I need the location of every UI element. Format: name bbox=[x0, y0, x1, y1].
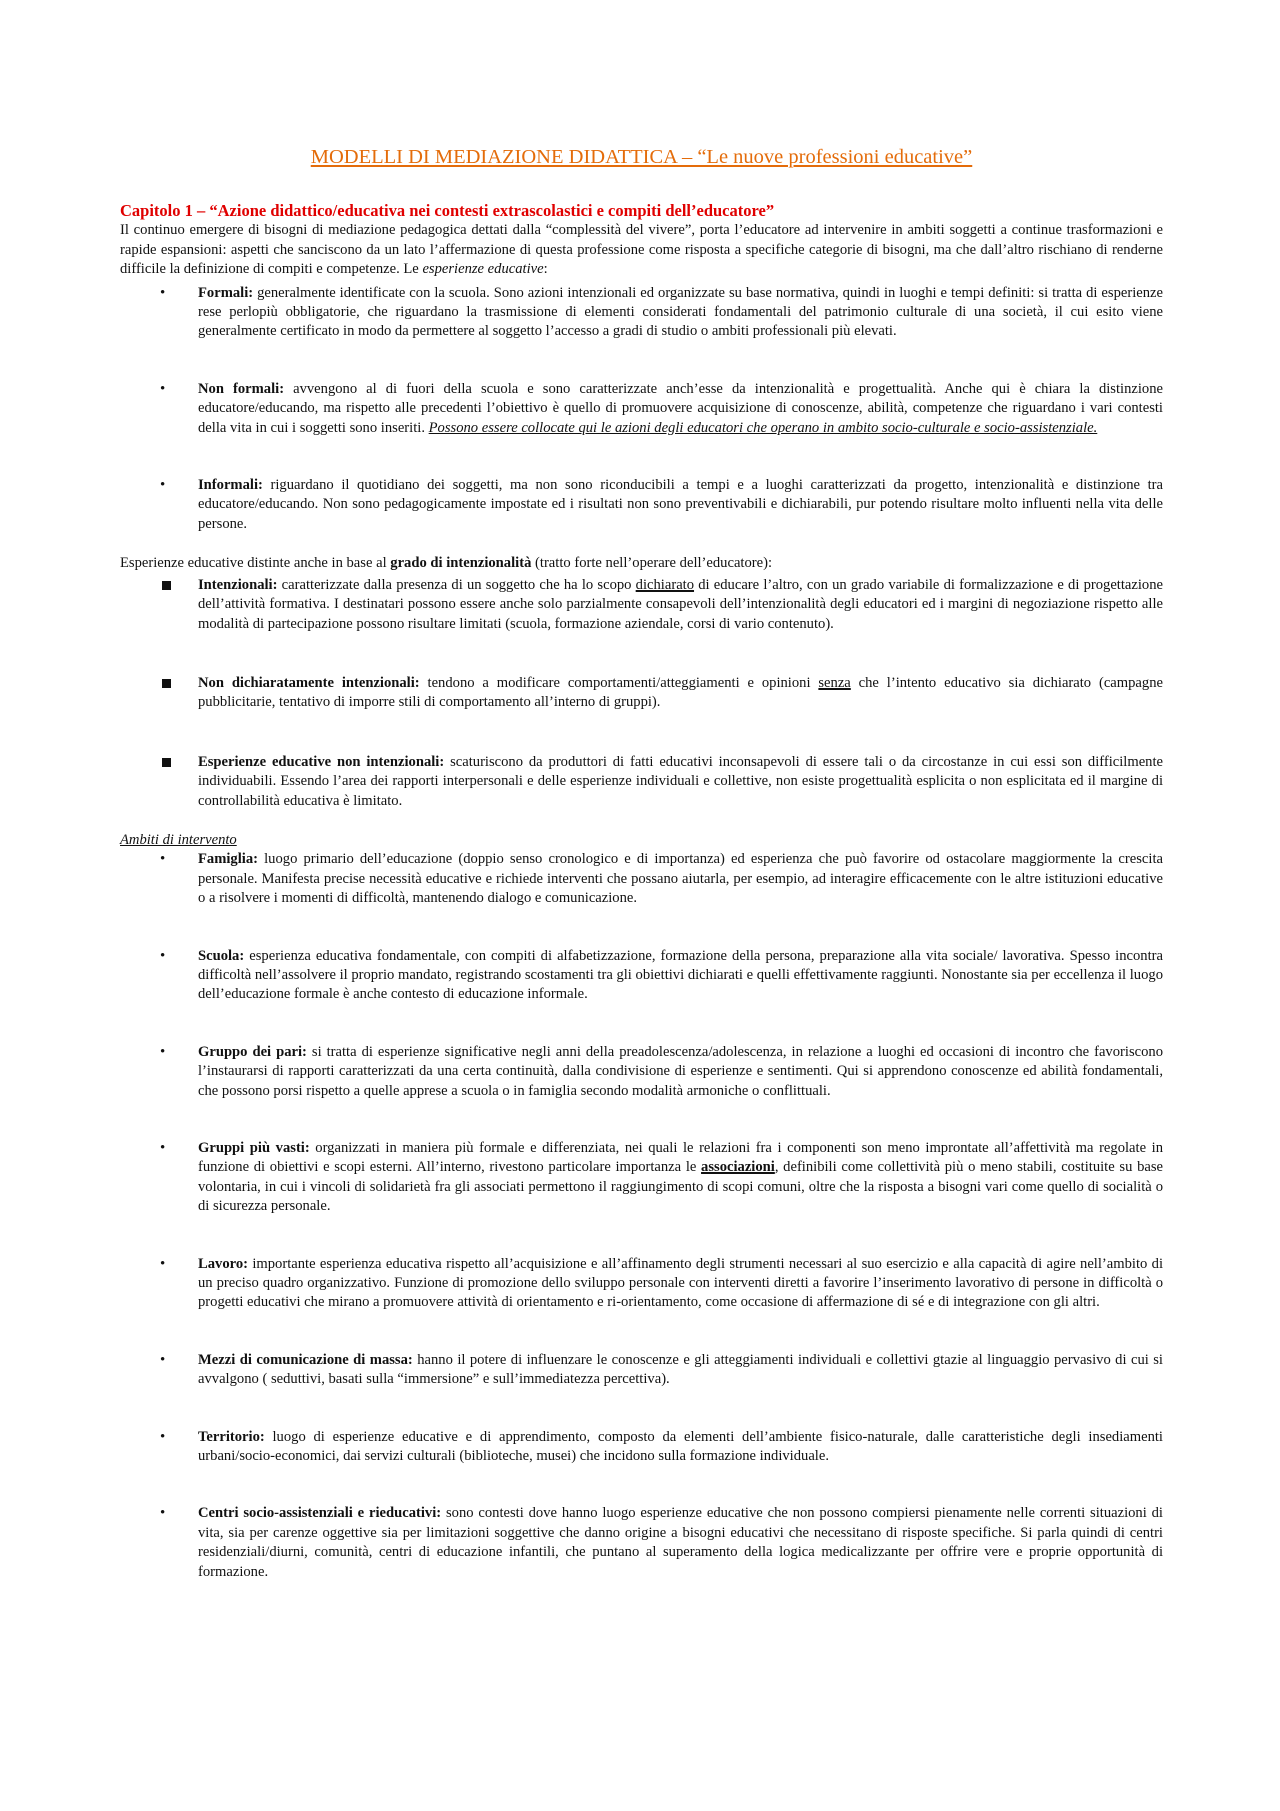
areas-heading: Ambiti di intervento bbox=[120, 831, 237, 848]
list-item bbox=[120, 1351, 1163, 1390]
spacer bbox=[120, 342, 1163, 380]
item-underline: dichiarato bbox=[635, 576, 695, 593]
item-text: importante esperienza educativa rispetto all’acquisizione e all’affinamento degli strumenti necessari al suo esercizio e alla capacità di agire nell’ambito di un preciso quadro organizzativo. Funzione di promozione dello sviluppo personale con interventi diretti a favorire l’inserimento lavorativo di persone in difficoltà o progetti educativi che mirano a promuovere attività di orientamento e ri-orientamento, come occasione di affermazione di sé e di integrazione con gli altri. bbox=[198, 1255, 1163, 1311]
list-item bbox=[120, 284, 1163, 342]
spacer bbox=[120, 1005, 1163, 1043]
item-text: scaturiscono da produttori di fatti educativi inconsapevoli di essere tali o da circostanze in cui essi son difficilmente individuabili. Essendo l’area dei rapporti interpersonali e delle esperienze individuali e collettive, non esiste progettualità esplicita o non esplicitata ed il margine di controllabilità educativa è limitato. bbox=[198, 753, 1164, 809]
intro-emphasis: esperienze educative bbox=[422, 261, 544, 278]
item-term: Gruppo dei pari: bbox=[198, 1043, 307, 1060]
item-text-end: di educare l’altro, con un grado variabile di formalizzazione e di progettazione dell’attività formativa. I destinatari possono essere anche solo parzialmente consapevoli dell’intenzionalità degli educatori ed i margini di negoziazione rispetto alle modalità di partecipazione possono risultare limitati (scuola, formazione aziendale, corsi di vario contenuto). bbox=[198, 576, 1163, 632]
list-item bbox=[120, 1255, 1163, 1313]
document-title: MODELLI DI MEDIAZIONE DIDATTICA – “Le nuove professioni educative” bbox=[310, 146, 973, 168]
spacer bbox=[120, 713, 1163, 753]
list-item bbox=[120, 576, 1163, 634]
spacer bbox=[120, 1313, 1163, 1351]
list-item bbox=[120, 850, 1163, 908]
item-term: Gruppi più vasti: bbox=[198, 1140, 310, 1156]
bullet-icon: • bbox=[160, 477, 166, 494]
item-text: organizzati in maniera più formale e differenziata, nei quali le relazioni fra i componenti son meno improntate all’affettività ma regolate in funzione di obiettivi e scopi esterni. All’interno, rivestono particolare importanza le bbox=[198, 1140, 1163, 1176]
list-item bbox=[120, 476, 1163, 534]
list-item bbox=[120, 947, 1163, 1005]
bullet-icon: • bbox=[160, 284, 166, 301]
bullet-icon: • bbox=[160, 851, 166, 868]
item-text: esperienza educativa fondamentale, con compiti di alfabetizzazione, formazione della persona, preparazione alla vita sociale/ lavorativa. Spesso incontra difficoltà nell’assolvere il proprio mandato, registrando scostamenti tra gli obiettivi dichiarati e quelli effettivamente raggiunti. Nonostante sia per eccellenza il luogo dell’educazione formale è anche contesto di educazione informale. bbox=[198, 947, 1163, 1003]
item-text: luogo di esperienze educative e di apprendimento, composto da elementi dell’ambiente fisico-naturale, dalle caratteristiche degli insediamenti urbani/socio-economici, dai servizi culturali (biblioteche, musei) che incidono sulla formazione individuale. bbox=[198, 1428, 1163, 1465]
item-text: hanno il potere di influenzare le conoscenze e gli atteggiamenti individuali e collettivi gtazie al linguaggio pervasivo di cui si avvalgono ( seduttivi, basati sulla “immersione” e sull’immediatezza percettiva). bbox=[198, 1351, 1163, 1388]
item-term: Mezzi di comunicazione di massa: bbox=[198, 1351, 413, 1368]
item-text: generalmente identificate con la scuola. Sono azioni intenzionali ed organizzate su base normativa, quindi in luoghi e tempi definiti: si tratta di esperienze rese perlopiù obbligatorie, che riguardano la trasmissione di elementi considerati fondamentali del patrimonio culturale di una società, il cui esito viene generalmente certificato in modo da permettere al soggetto l’accesso a gradi di studio o ambiti professionali più elevati. bbox=[198, 284, 1163, 340]
item-text-end: che l’intento educativo sia dichiarato (campagne pubblicitarie, tentativo di imporre stili di comportamento all’interno di gruppi). bbox=[198, 674, 1163, 711]
item-term: Esperienze educative non intenzionali: bbox=[198, 753, 445, 770]
item-text: riguardano il quotidiano dei soggetti, ma non sono riconducibili a tempi e a luoghi caratterizzati da progetto, intenzionalità e distinzione tra educatore/educando. Non sono pedagogicamente impostate ed i risultati non sono preventivabili e dichiarabili, pur potendo risultare molto influenti nella vita delle persone. bbox=[198, 477, 1163, 532]
grade-intro-text: Esperienze educative distinte anche in base al bbox=[120, 555, 391, 572]
grade-intro-end: (tratto forte nell’operare dell’educatore): bbox=[531, 555, 773, 572]
item-text-end: , definibili come collettività più o meno stabili, costituite su base volontaria, in cui i vincoli di solidarietà fra gli associati permettono il raggiungimento di scopi comuni, oltre che la risposta a bisogni vari come quello di socialità o di sicurezza personale. bbox=[198, 1159, 1163, 1215]
item-term: Non dichiaratamente intenzionali: bbox=[198, 674, 420, 691]
item-term: Informali: bbox=[198, 477, 263, 494]
item-underline: senza bbox=[818, 674, 851, 691]
item-term: Scuola: bbox=[198, 947, 245, 964]
spacer bbox=[120, 438, 1163, 476]
intro-paragraph bbox=[120, 221, 1163, 279]
item-text: sono contesti dove hanno luogo esperienze educative che non possono compiersi pienamente nelle correnti situazioni di vita, sia per carenze oggettive sia per limitazioni soggettive che danno origine a bisogni educativi che necessitano di risposte specifiche. Si parla quindi di centri residenziali/diurni, comunità, centri di educazione infantili, che puntano al superamento della logica medicalizzante per offrire vere e proprie opportunità di formazione. bbox=[198, 1505, 1163, 1580]
intro-colon: : bbox=[543, 261, 548, 278]
bullet-icon: • bbox=[160, 380, 166, 397]
list-item bbox=[120, 1139, 1163, 1217]
item-term: Famiglia: bbox=[198, 851, 258, 868]
item-text: avvengono al di fuori della scuola e sono caratterizzate anch’esse da intenzionalità e progettualità. Anche qui è chiara la distinzione educatore/educando, ma rispetto alle precedenti l’obiettivo è quello di promuovere acquisizione di conoscenze, abilità, competenze che riguardano i vari contesti della vita in cui i soggetti sono inseriti. bbox=[198, 380, 1163, 436]
intro-text: Il continuo emergere di bisogni di mediazione pedagogica dettati dalla “complessità del vivere”, porta l’educatore ad intervenire in ambiti soggetti a continue trasformazioni e rapide espansioni: aspetti che sanciscono da un lato l’affermazione di questa professione come risposta a specifiche categorie di bisogni, ma che dall’altro rischiano di renderne difficile la definizione di compiti e competenze. Le bbox=[120, 222, 1163, 278]
spacer bbox=[120, 1466, 1163, 1504]
item-term: Non formali: bbox=[198, 380, 285, 397]
spacer bbox=[120, 1390, 1163, 1428]
square-bullet-icon bbox=[162, 679, 171, 688]
item-term: Formali: bbox=[198, 284, 254, 301]
list-item bbox=[120, 1428, 1163, 1467]
grades-list bbox=[120, 576, 1163, 811]
bullet-icon: • bbox=[160, 1255, 166, 1272]
bullet-icon: • bbox=[160, 1505, 166, 1522]
experiences-list bbox=[120, 284, 1163, 535]
list-item bbox=[120, 674, 1163, 713]
bullet-icon: • bbox=[160, 947, 166, 964]
item-underline: associazioni bbox=[701, 1159, 775, 1176]
bullet-icon: • bbox=[160, 1428, 166, 1445]
item-text: si tratta di esperienze significative negli anni della preadolescenza/adolescenza, in relazione a luoghi ed occasioni di incontro che favoriscono l’instaurarsi di rapporti caratterizzati da una certa continuità, dalla condivisione di esperienze e sentimenti. Qui si apprendono conoscenze ed abilità fondamentali, che possono porsi rispetto a quelle apprese a scuola o in famiglia secondo modalità armoniche o conflittuali. bbox=[198, 1043, 1163, 1099]
item-term: Intenzionali: bbox=[198, 576, 278, 593]
list-item bbox=[120, 380, 1163, 438]
item-emphasis: Possono essere collocate qui le azioni degli educatori che operano in ambito socio-culturale e socio-assistenziale. bbox=[428, 419, 1098, 436]
square-bullet-icon bbox=[162, 758, 171, 767]
grade-intro bbox=[120, 554, 1163, 573]
spacer bbox=[120, 634, 1163, 674]
square-bullet-icon bbox=[162, 581, 171, 590]
chapter-heading: Capitolo 1 – “Azione didattico/educativa nei contesti extrascolastici e compiti dell’educatore” bbox=[120, 201, 775, 221]
item-text: caratterizzate dalla presenza di un soggetto che ha lo scopo bbox=[277, 576, 636, 593]
list-item bbox=[120, 753, 1163, 811]
document-page bbox=[120, 148, 1163, 1582]
bullet-icon: • bbox=[160, 1351, 166, 1368]
item-term: Territorio: bbox=[198, 1428, 265, 1445]
list-item bbox=[120, 1043, 1163, 1101]
spacer bbox=[120, 1101, 1163, 1139]
spacer bbox=[120, 909, 1163, 947]
areas-list bbox=[120, 850, 1163, 1582]
item-term: Centri socio-assistenziali e rieducativi: bbox=[198, 1505, 442, 1522]
bullet-icon: • bbox=[160, 1140, 166, 1156]
grade-intro-bold: grado di intenzionalità bbox=[390, 555, 532, 572]
bullet-icon: • bbox=[160, 1043, 166, 1060]
item-text: luogo primario dell’educazione (doppio senso cronologico e di importanza) ed esperienza che può favorire od ostacolare maggiormente la crescita personale. Manifesta precise necessità educative e richiede interventi che possano aiutarla, per esempio, ad interagire efficacemente con le altre istituzioni educative o a risolvere i momenti di difficoltà, mantenendo dialogo e comunicazione. bbox=[198, 851, 1163, 907]
item-term: Lavoro: bbox=[198, 1255, 248, 1272]
item-text: tendono a modificare comportamenti/atteggiamenti e opinioni bbox=[419, 674, 819, 691]
list-item bbox=[120, 1504, 1163, 1582]
spacer bbox=[120, 1217, 1163, 1255]
